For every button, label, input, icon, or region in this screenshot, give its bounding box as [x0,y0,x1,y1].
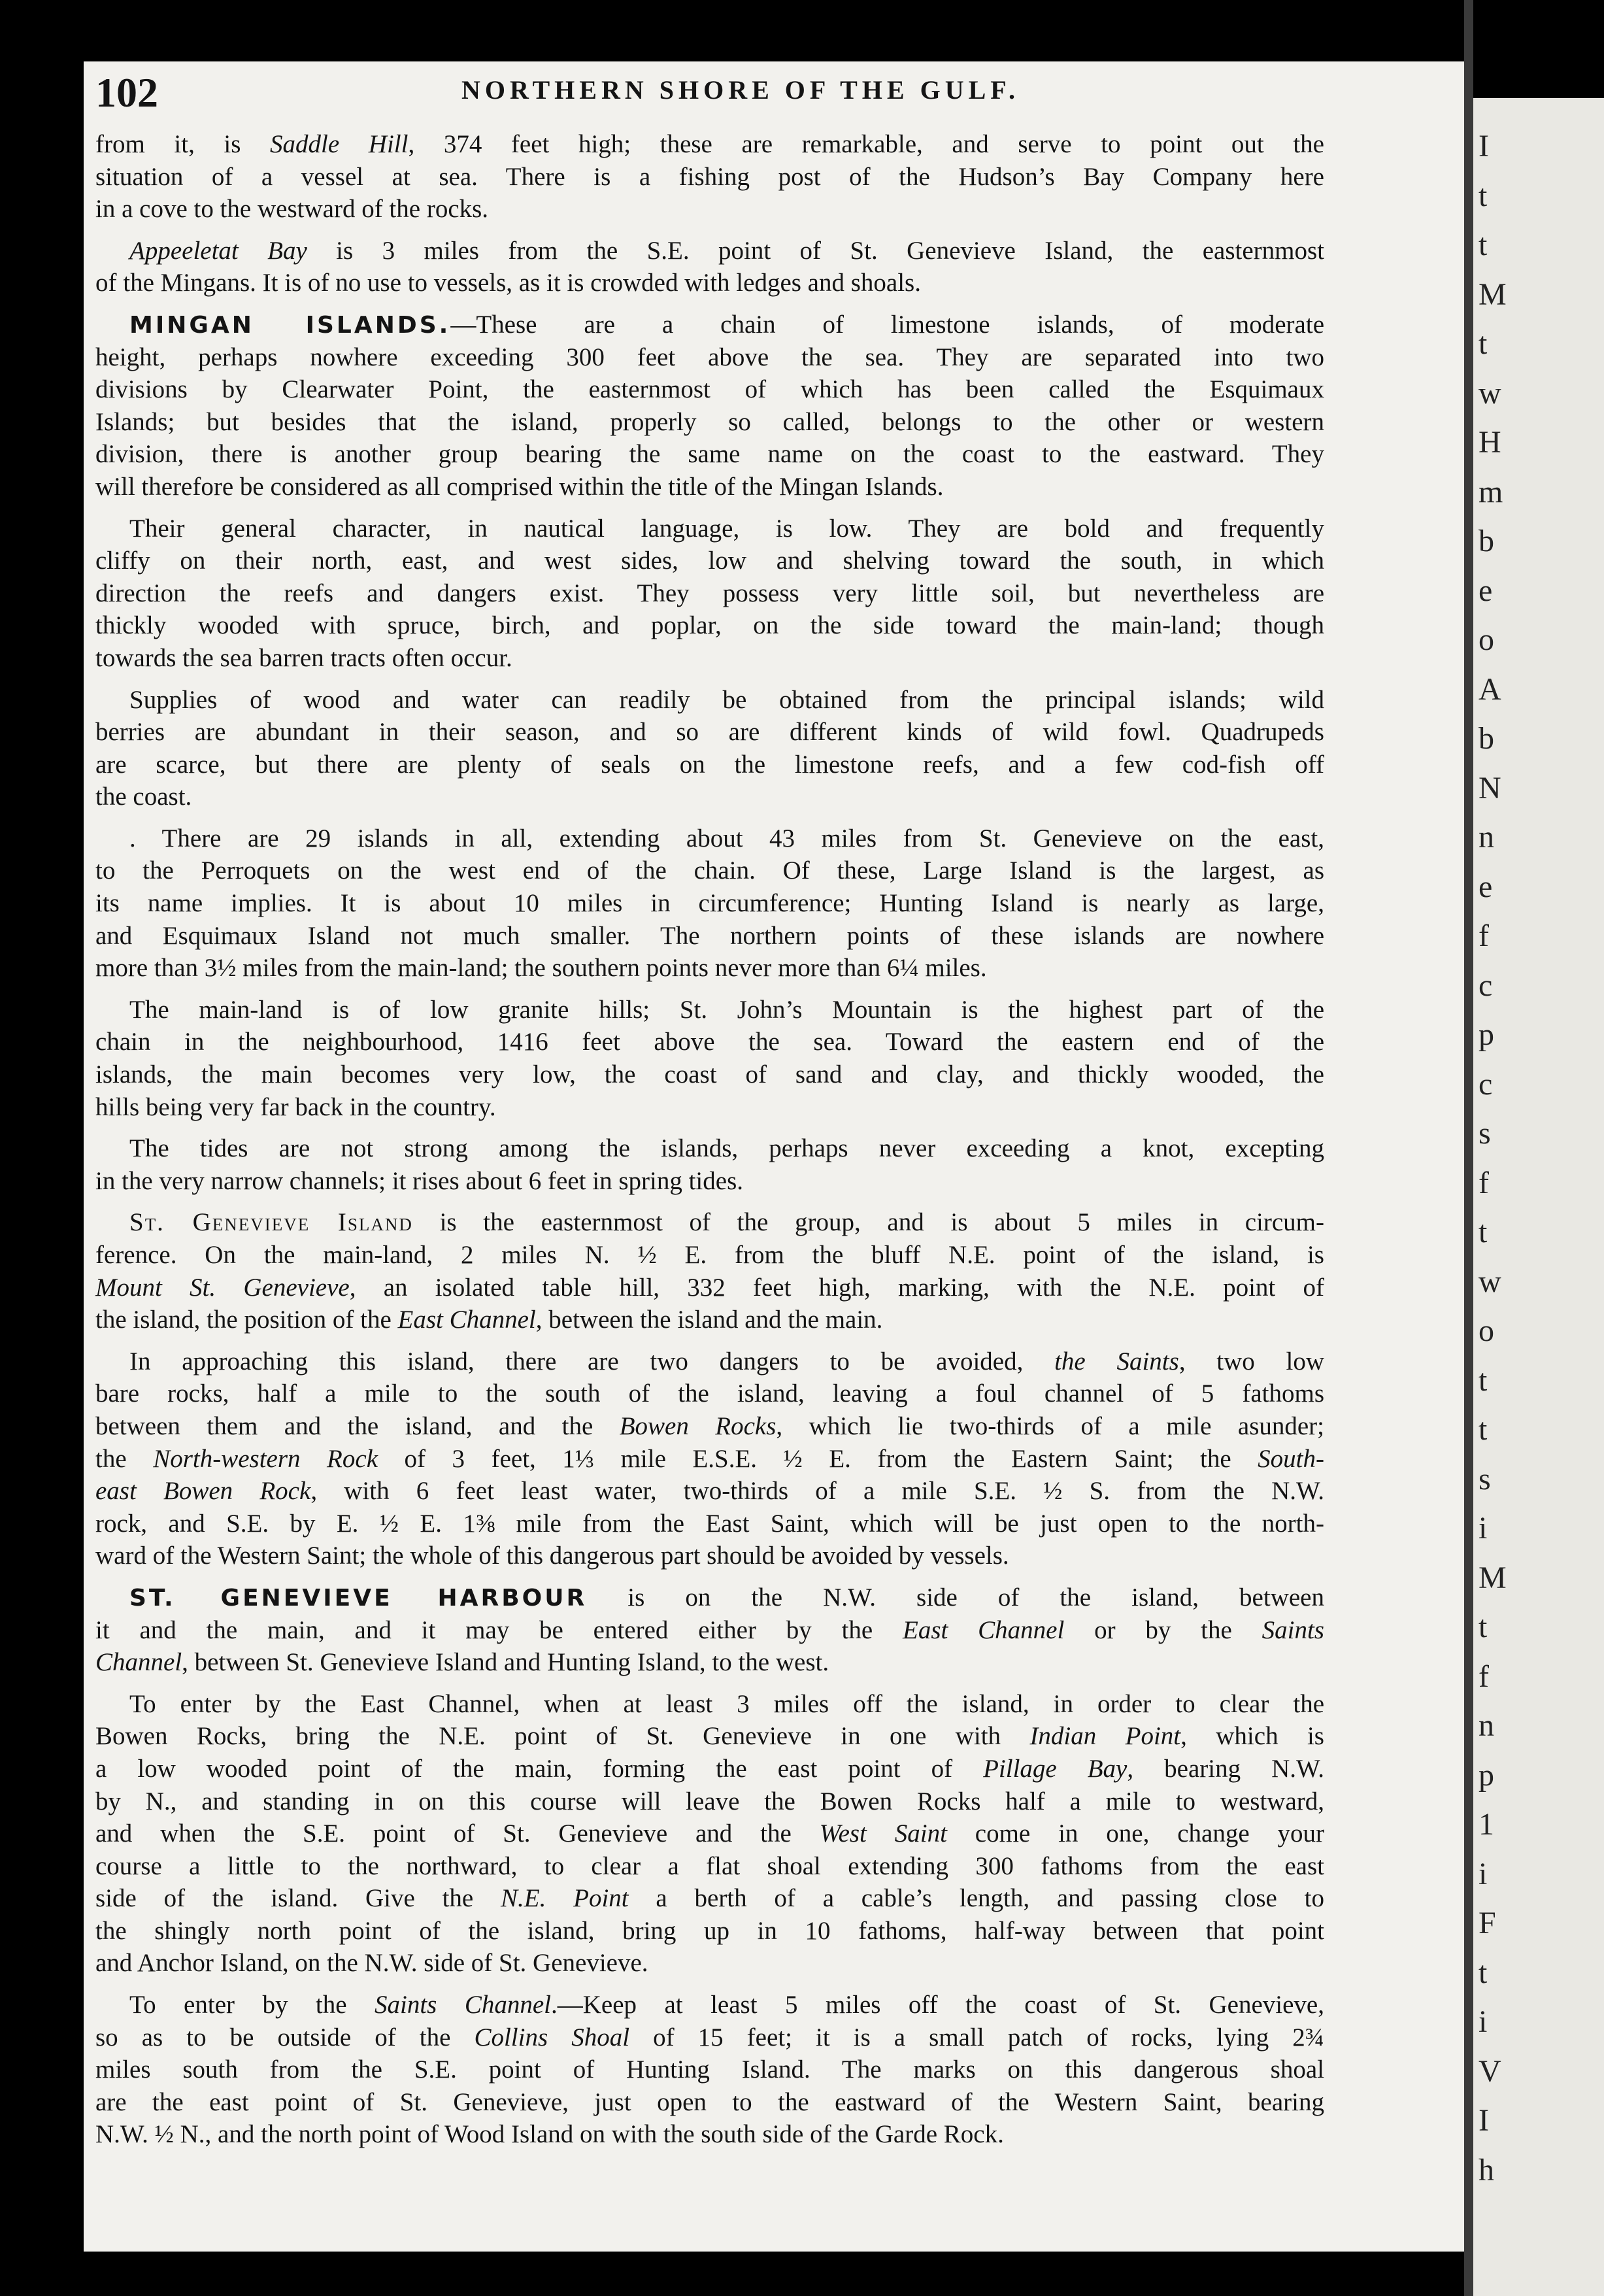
text-run: the [95,1444,154,1473]
text-run: height, perhaps nowhere exceeding 300 feet above the sea. They are separated into two [95,343,1324,371]
italic-text: Mount St. Genevieve [95,1273,350,1302]
facing-page-letter: w [1479,375,1501,411]
paragraph-gap [95,675,1324,684]
italic-text: the Saints [1054,1347,1179,1376]
page-number: 102 [95,69,158,116]
text-run: . There are 29 islands in all, extending about 43 miles from St. Genevieve on the east, [129,824,1324,853]
text-run: the shingly north point of the island, bring up in 10 fathoms, half-way between that point [95,1916,1324,1945]
facing-page-edge [1473,98,1604,2296]
facing-page-letter: t [1479,326,1488,361]
text-line [95,1947,1324,1980]
italic-text: Collins Shoal [474,2023,630,2051]
facing-page-letter: t [1479,178,1488,213]
text-run: division, there is another group bearing the same name on the coast to the eastward. They [95,440,1324,469]
facing-page-letter: N [1479,770,1501,805]
text-run: and Anchor Island, on the N.W. side of St. Genevieve. [95,1949,648,1978]
facing-page-letter: c [1479,968,1493,1003]
section-heading: ST. GENEVIEVE HARBOUR [129,1584,588,1612]
italic-text: Pillage Bay [983,1754,1128,1783]
text-line [95,1720,1324,1753]
text-run: , two low [1178,1347,1324,1376]
text-run: are the east point of St. Genevieve, just open to the eastward of the Western Saint, bearing [95,2087,1324,2116]
text-run: , bearing N.W. [1127,1754,1324,1783]
italic-text: Appeeletat Bay [129,236,307,265]
body-text [95,128,1324,2151]
text-run: its name implies. It is about 10 miles in circumference; Hunting Island is nearly as large, [95,889,1324,918]
italic-text: Indian Point [1029,1722,1181,1751]
text-line [95,1508,1324,1540]
text-run: is on the N.W. side of the island, between [587,1583,1324,1612]
paragraph-gap [95,226,1324,235]
text-line [95,2086,1324,2119]
text-run: hills being very far back in the country. [95,1092,496,1121]
small-caps-heading: St. Genevieve Island [129,1208,413,1237]
text-run: thickly wooded with spruce, birch, and poplar, on the side toward the main-land; though [95,611,1324,640]
text-line [95,1915,1324,1948]
text-line [95,1304,1324,1336]
facing-page-letter: H [1479,425,1501,460]
page-gutter [1464,0,1473,2296]
text-line [95,2118,1324,2151]
text-run: in the very narrow channels; it rises about 6 feet in spring tides. [95,1166,743,1195]
text-line [95,1581,1324,1614]
text-run: from it, is [95,130,271,158]
text-run: berries are abundant in their season, and so are different kinds of wild fowl. Quadrupeds [95,718,1324,747]
text-run: , between the island and the main. [535,1306,883,1334]
facing-page-letter: c [1479,1066,1493,1102]
text-run: rock, and S.E. by E. ½ E. 1⅜ mile from the East Saint, which will be just open to the north- [95,1509,1324,1538]
text-line [95,1206,1324,1239]
facing-page-letter: w [1479,1264,1501,1299]
text-run: miles south from the S.E. point of Hunting Island. The marks on this dangerous shoal [95,2055,1324,2084]
facing-page-letter: b [1479,721,1494,756]
text-line [95,1410,1324,1443]
text-line [95,267,1324,299]
text-line [95,1091,1324,1124]
text-line [95,1646,1324,1679]
text-line [95,235,1324,267]
text-run: .—Keep at least 5 miles off the coast of St. Genevieve, [550,1991,1324,2019]
text-run: The main-land is of low granite hills; St. John’s Mountain is the highest part of the [129,995,1324,1024]
text-run: a low wooded point of the main, forming the east point of [95,1754,984,1783]
text-line [95,309,1324,341]
text-line [95,1614,1324,1647]
text-run: the coast. [95,783,192,811]
text-run: by N., and standing in on this course will leave the Bowen Rocks half a mile to westward, [95,1787,1324,1815]
text-run: a berth of a cable’s length, and passing close to [628,1884,1324,1913]
facing-page-letter: s [1479,1116,1491,1151]
text-line [95,1688,1324,1721]
facing-page-letter: p [1479,1757,1494,1793]
facing-page-letter: t [1479,228,1488,262]
text-run: , an isolated table hill, 332 feet high, marking, with the N.E. point of [349,1273,1324,1302]
text-line [95,854,1324,887]
facing-page-letter: p [1479,1017,1494,1052]
paragraph-gap [95,1123,1324,1132]
italic-text: Channel [95,1648,182,1677]
text-run: of 15 feet; it is a small patch of rocks, lying 2¾ [629,2023,1324,2051]
facing-page-letter: e [1479,573,1493,608]
text-run: , which is [1180,1722,1324,1751]
text-line [95,684,1324,717]
text-run: of the Mingans. It is of no use to vessels, as it is crowded with ledges and shoals. [95,269,921,297]
text-line [95,1377,1324,1410]
text-line [95,545,1324,577]
text-run: , 374 feet high; these are remarkable, and serve to point out the [408,130,1324,158]
facing-page-letter: o [1479,622,1494,657]
facing-page-letter: 1 [1479,1807,1494,1842]
text-run: towards the sea barren tracts often occur. [95,643,512,672]
page-header [95,69,1324,116]
text-line [95,1989,1324,2021]
facing-page-letter: o [1479,1313,1494,1348]
text-run: To enter by the [129,1991,375,2019]
paragraph-gap [95,503,1324,513]
text-line [95,1272,1324,1304]
facing-page-letter: h [1479,2152,1494,2187]
text-line [95,994,1324,1026]
facing-page-letter: b [1479,524,1494,558]
italic-text: Saddle Hill [270,130,409,158]
facing-page-letter: i [1479,1856,1488,1891]
text-run: the island, the position of the [95,1306,398,1334]
text-run: is the easternmost of the group, and is about 5 miles in circum- [412,1208,1324,1237]
italic-text: East Channel [903,1615,1065,1644]
text-run: side of the island. Give the [95,1884,501,1913]
text-run: Bowen Rocks, bring the N.E. point of St. Genevieve in one with [95,1722,1030,1751]
text-line [95,2021,1324,2054]
text-run: to the Perroquets on the west end of the chain. Of these, Large Island is the largest, as [95,856,1324,885]
facing-page-letter: V [1479,2053,1501,2089]
section-heading: MINGAN ISLANDS. [129,311,451,339]
text-run: and when the S.E. point of St. Genevieve and the [95,1819,820,1848]
text-line [95,1850,1324,1883]
facing-page-letter: s [1479,1461,1491,1496]
italic-text: Saints [1261,1615,1324,1644]
text-line [95,161,1324,194]
italic-text: North-western Rock [153,1444,378,1473]
text-line [95,1345,1324,1378]
facing-page-letter: A [1479,671,1501,707]
text-line [95,781,1324,813]
italic-text: Saints Channel [375,1991,551,2019]
facing-page-letter: f [1479,1659,1489,1694]
facing-page-letter: t [1479,1955,1488,1990]
text-line [95,471,1324,503]
text-line [95,1058,1324,1091]
text-run: divisions by Clearwater Point, the easternmost of which has been called the Esquimaux [95,375,1324,404]
text-run: of 3 feet, 1⅓ mile E.S.E. ½ E. from the Eastern Saint; the [378,1444,1258,1473]
text-line [95,887,1324,920]
facing-page-letter: i [1479,1511,1488,1545]
text-run: ference. On the main-land, 2 miles N. ½ E. from the bluff N.E. point of the island, is [95,1241,1324,1269]
facing-page-letter: n [1479,1708,1494,1743]
text-line [95,1475,1324,1508]
text-run: between them and the island, and the [95,1411,620,1440]
facing-page-letter: n [1479,820,1494,854]
paragraph-gap [95,1572,1324,1581]
italic-text: South- [1258,1444,1324,1473]
text-line [95,716,1324,749]
text-run: so as to be outside of the [95,2023,475,2051]
text-run: will therefore be considered as all comprised within the title of the Mingan Islands. [95,472,944,501]
text-line [95,406,1324,439]
text-line [95,920,1324,953]
text-line [95,2053,1324,2086]
text-run: The tides are not strong among the islands, perhaps never exceeding a knot, excepting [129,1134,1324,1163]
text-run: —These are a chain of limestone islands, of moderate [450,310,1324,339]
text-line [95,952,1324,985]
text-run: N.W. ½ N., and the north point of Wood Island on with the south side of the Garde Rock. [95,2120,1004,2149]
text-line [95,1165,1324,1198]
text-run: come in one, change your [946,1819,1324,1848]
text-line [95,749,1324,781]
text-line [95,1026,1324,1058]
text-run: are scarce, but there are plenty of seals on the limestone reefs, and a few cod-fish off [95,750,1324,779]
text-run: In approaching this island, there are two dangers to be avoided, [129,1347,1055,1376]
text-run: Supplies of wood and water can readily be obtained from the principal islands; wild [129,685,1324,714]
text-line [95,609,1324,642]
italic-text: East Channel [397,1306,536,1334]
facing-page-letter: F [1479,1906,1496,1940]
text-run: in a cove to the westward of the rocks. [95,195,489,224]
text-line [95,1540,1324,1572]
paragraph-gap [95,813,1324,822]
text-line [95,373,1324,406]
text-run: ward of the Western Saint; the whole of this dangerous part should be avoided by vessels. [95,1542,1009,1570]
facing-page-letter: t [1479,1215,1488,1249]
text-run: , between St. Genevieve Island and Hunting Island, to the west. [182,1648,829,1677]
text-run: cliffy on their north, east, and west sides, low and shelving toward the south, in which [95,547,1324,575]
running-head: NORTHERN SHORE OF THE GULF. [461,75,1020,105]
facing-page-letter: I [1479,2103,1489,2138]
text-run: and Esquimaux Island not much smaller. The northern points of these islands are nowhere [95,921,1324,950]
text-line [95,1443,1324,1476]
text-run: direction the reefs and dangers exist. They possess very little soil, but nevertheless are [95,579,1324,607]
text-line [95,128,1324,161]
text-run: it and the main, and it may be entered either by the [95,1615,903,1644]
text-run: Their general character, in nautical language, is low. They are bold and frequently [129,514,1324,543]
text-line [95,822,1324,855]
text-line [95,1132,1324,1165]
text-line [95,513,1324,545]
text-line [95,438,1324,471]
facing-page-letter: f [1479,1165,1489,1200]
text-run: Islands; but besides that the island, properly so called, belongs to the other or western [95,407,1324,436]
text-line [95,1785,1324,1818]
paragraph-gap [95,1679,1324,1688]
facing-page-letter: i [1479,2004,1488,2039]
text-run: is 3 miles from the S.E. point of St. Genevieve Island, the easternmost [307,236,1324,265]
text-line [95,1817,1324,1850]
text-line [95,1882,1324,1915]
facing-page-letter: M [1479,277,1507,312]
text-run: situation of a vessel at sea. There is a fishing post of the Hudson’s Bay Company here [95,162,1324,191]
facing-page-letter: t [1479,1412,1488,1447]
facing-page-letter: M [1479,1560,1507,1595]
italic-text: east Bowen Rock [95,1477,311,1506]
text-line [95,642,1324,675]
text-line [95,193,1324,226]
text-line [95,1753,1324,1785]
text-run: , which lie two-thirds of a mile asunder; [776,1411,1325,1440]
italic-text: N.E. Point [501,1884,629,1913]
text-run: islands, the main becomes very low, the coast of sand and clay, and thickly wooded, the [95,1060,1324,1089]
paragraph-gap [95,1336,1324,1345]
text-run: , with 6 feet least water, two-thirds of a mile S.E. ½ S. from the N.W. [310,1477,1324,1506]
facing-page-letter: t [1479,1362,1488,1398]
facing-page-letter: t [1479,1610,1488,1644]
facing-page-letter: I [1479,129,1489,163]
paragraph-gap [95,1980,1324,1989]
text-line [95,341,1324,374]
text-run: course a little to the northward, to clear a flat shoal extending 300 fathoms from the east [95,1851,1324,1880]
paragraph-gap [95,985,1324,994]
facing-page-letter: e [1479,869,1493,904]
italic-text: West Saint [819,1819,947,1848]
text-run: To enter by the East Channel, when at least 3 miles off the island, in order to clear the [129,1689,1324,1718]
paragraph-gap [95,299,1324,309]
text-run: or by the [1064,1615,1262,1644]
facing-page-letter: f [1479,919,1489,953]
facing-page-letter: m [1479,474,1503,509]
text-line [95,577,1324,610]
text-run: more than 3½ miles from the main-land; the southern points never more than 6¼ miles. [95,954,987,983]
paragraph-gap [95,1197,1324,1206]
text-line [95,1239,1324,1272]
italic-text: Bowen Rocks [619,1411,777,1440]
text-run: chain in the neighbourhood, 1416 feet above the sea. Toward the eastern end of the [95,1028,1324,1056]
text-run: bare rocks, half a mile to the south of the island, leaving a foul channel of 5 fathoms [95,1379,1324,1408]
